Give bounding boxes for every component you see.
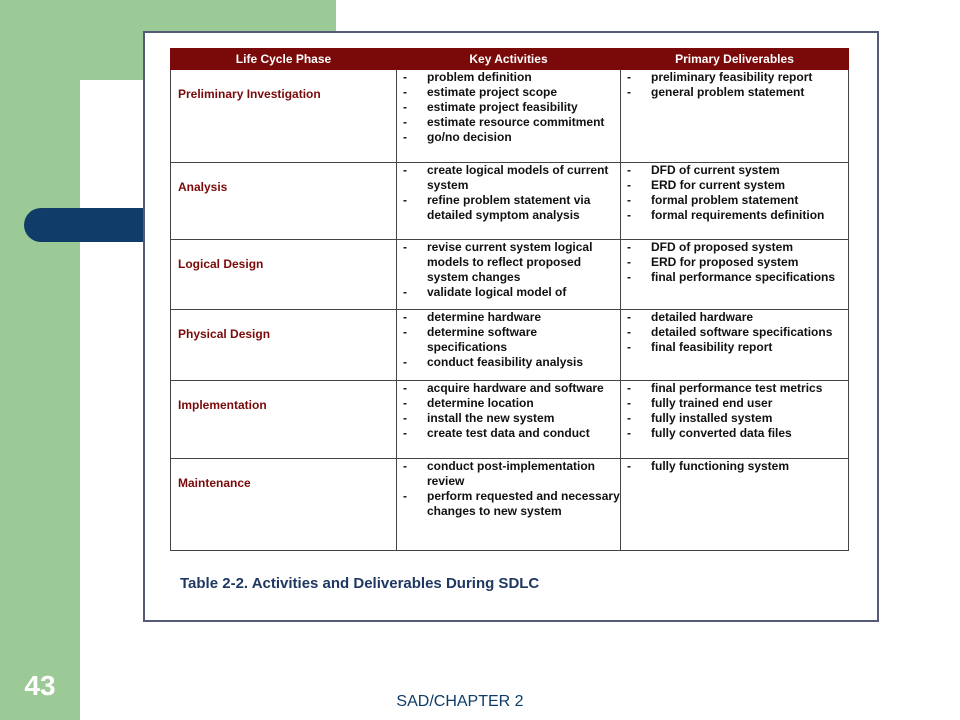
list-item: - formal requirements definition bbox=[627, 208, 848, 223]
list-item: - formal problem statement bbox=[627, 193, 848, 208]
header-phase: Life Cycle Phase bbox=[171, 49, 397, 70]
table-row bbox=[171, 70, 849, 163]
activities-cell bbox=[397, 70, 621, 163]
deliverables-cell bbox=[621, 310, 849, 381]
sdlc-table bbox=[170, 48, 849, 551]
list-item: - ERD for proposed system bbox=[627, 255, 848, 270]
list-item: - preliminary feasibility report bbox=[627, 70, 848, 85]
activities-cell bbox=[397, 310, 621, 381]
list-item: - determine location bbox=[403, 396, 620, 411]
list-item: - detailed software specifications bbox=[627, 325, 848, 340]
list-item: - estimate project scope bbox=[403, 85, 620, 100]
deliverables-list bbox=[621, 459, 848, 474]
left-green-bar bbox=[0, 0, 80, 720]
table-row bbox=[171, 310, 849, 381]
list-item: - fully functioning system bbox=[627, 459, 848, 474]
slide-number: 43 bbox=[24, 670, 56, 701]
activities-list bbox=[397, 163, 620, 223]
deliverables-cell bbox=[621, 240, 849, 310]
deliverables-cell bbox=[621, 459, 849, 551]
list-item: - fully converted data files bbox=[627, 426, 848, 441]
list-item: - problem definition bbox=[403, 70, 620, 85]
list-item: - DFD of current system bbox=[627, 163, 848, 178]
list-item: - determine hardware bbox=[403, 310, 620, 325]
table-row bbox=[171, 240, 849, 310]
list-item: - estimate resource commitment bbox=[403, 115, 620, 130]
activities-cell bbox=[397, 381, 621, 459]
deliverables-list bbox=[621, 240, 848, 285]
list-item: - install the new system bbox=[403, 411, 620, 426]
table-header-row bbox=[171, 49, 849, 70]
activities-list bbox=[397, 459, 620, 519]
list-item: - determine software specifications bbox=[403, 325, 620, 355]
activities-cell bbox=[397, 240, 621, 310]
list-item: - validate logical model of bbox=[403, 285, 620, 300]
deliverables-cell bbox=[621, 163, 849, 240]
activities-list bbox=[397, 381, 620, 441]
activities-cell bbox=[397, 459, 621, 551]
list-item: - create logical models of current system bbox=[403, 163, 620, 193]
phase-cell: Implementation bbox=[171, 381, 397, 459]
table-row bbox=[171, 163, 849, 240]
activities-list bbox=[397, 70, 620, 145]
list-item: - estimate project feasibility bbox=[403, 100, 620, 115]
list-item: - fully installed system bbox=[627, 411, 848, 426]
header-deliverables: Primary Deliverables bbox=[621, 49, 849, 70]
list-item: - go/no decision bbox=[403, 130, 620, 145]
activities-list bbox=[397, 310, 620, 370]
list-item: - revise current system logical models to reflect proposed system changes bbox=[403, 240, 620, 285]
list-item: - create test data and conduct bbox=[403, 426, 620, 441]
phase-cell: Preliminary Investigation bbox=[171, 70, 397, 163]
list-item: - acquire hardware and software bbox=[403, 381, 620, 396]
phase-cell: Logical Design bbox=[171, 240, 397, 310]
list-item: - fully trained end user bbox=[627, 396, 848, 411]
list-item: - final feasibility report bbox=[627, 340, 848, 355]
list-item: - detailed hardware bbox=[627, 310, 848, 325]
table-row bbox=[171, 381, 849, 459]
list-item: - DFD of proposed system bbox=[627, 240, 848, 255]
deliverables-list bbox=[621, 70, 848, 100]
list-item: - general problem statement bbox=[627, 85, 848, 100]
table-caption: Table 2-2. Activities and Deliverables During SDLC bbox=[180, 575, 540, 592]
activities-cell bbox=[397, 163, 621, 240]
list-item: - refine problem statement via detailed symptom analysis bbox=[403, 193, 620, 223]
list-item: - conduct post-implementation review bbox=[403, 459, 620, 489]
deliverables-list bbox=[621, 310, 848, 355]
phase-cell: Analysis bbox=[171, 163, 397, 240]
list-item: - ERD for current system bbox=[627, 178, 848, 193]
header-activities: Key Activities bbox=[397, 49, 621, 70]
table-row bbox=[171, 459, 849, 551]
list-item: - final performance test metrics bbox=[627, 381, 848, 396]
slide-footer: SAD/CHAPTER 2 bbox=[396, 693, 524, 710]
activities-list bbox=[397, 240, 620, 300]
deliverables-list bbox=[621, 163, 848, 223]
deliverables-cell bbox=[621, 381, 849, 459]
table-frame bbox=[143, 31, 879, 622]
phase-cell: Maintenance bbox=[171, 459, 397, 551]
phase-cell: Physical Design bbox=[171, 310, 397, 381]
deliverables-list bbox=[621, 381, 848, 441]
list-item: - conduct feasibility analysis bbox=[403, 355, 620, 370]
list-item: - perform requested and necessary changes to new system bbox=[403, 489, 620, 519]
list-item: - final performance specifications bbox=[627, 270, 848, 285]
deliverables-cell bbox=[621, 70, 849, 163]
